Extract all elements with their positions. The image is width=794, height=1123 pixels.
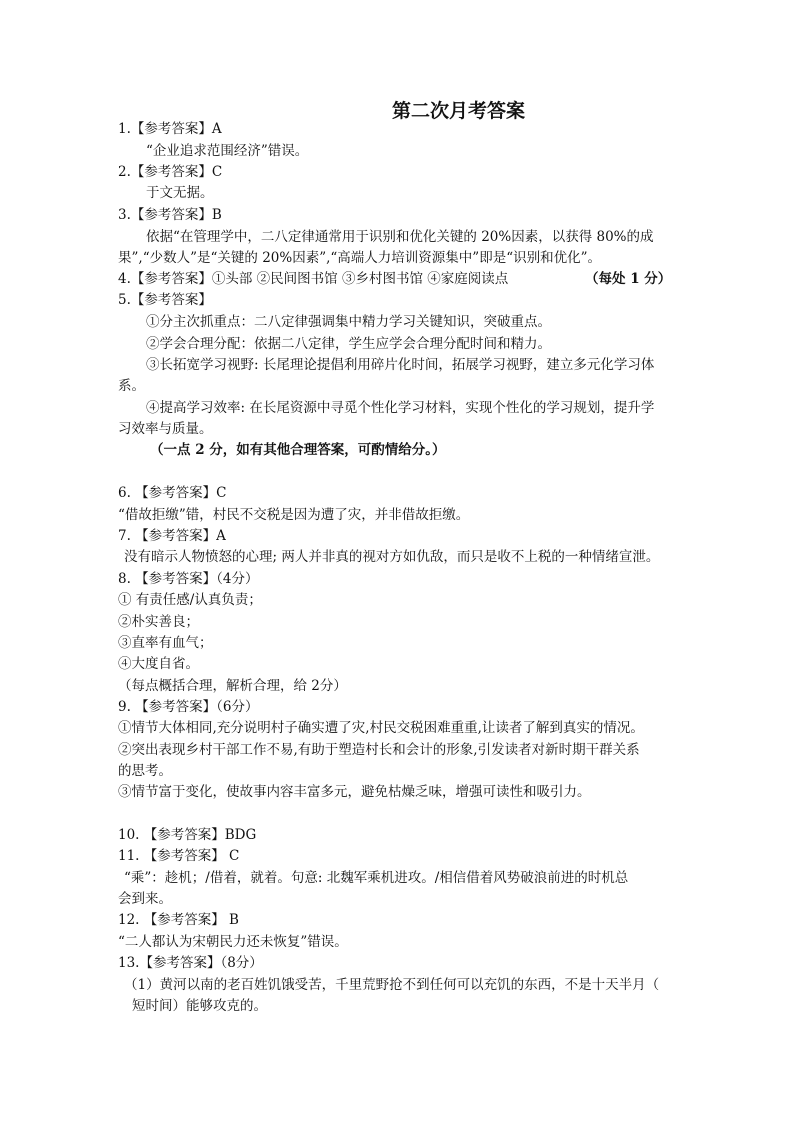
- q3-explanation-line1: 依据“在管理学中，二八定律通常用于识别和优化关键的 20%因素，以获得 80%的成: [146, 229, 654, 245]
- q13-answer-line1: （1）黄河以南的老百姓饥饿受苦，千里荒野抢不到任何可以充饥的东西，不是十天半月（: [124, 977, 660, 993]
- q13-answer-line2: 短时间）能够攻克的。: [132, 998, 267, 1014]
- q6-explanation: “借故拒缴”错，村民不交税是因为遭了灾，并非借故拒缴。: [118, 507, 470, 523]
- q12-header: 12. 【参考答案】 B: [118, 912, 239, 928]
- q9-point3: ③情节富于变化，使故事内容丰富多元，避免枯燥乏味，增强可读性和吸引力。: [118, 784, 591, 800]
- q4-answer: 4.【参考答案】①头部 ②民间图书馆 ③乡村图书馆 ④家庭阅读点: [118, 271, 509, 287]
- q6-header: 6. 【参考答案】C: [118, 485, 227, 501]
- q8-point1: ① 有责任感/认真负责；: [118, 592, 262, 608]
- q9-point2-line1: ②突出表现乡村干部工作不易,有助于塑造村长和会计的形象,引发读者对新时期干群关系: [118, 742, 640, 758]
- q5-point4-line1: ④提高学习效率: 在长尾资源中寻觅个性化学习材料，实现个性化的学习规划，提升学: [146, 400, 655, 416]
- q7-explanation: 没有暗示人物愤怒的心理; 两人并非真的视对方如仇敌，而只是收不上税的一种情绪宣泄。: [124, 549, 660, 565]
- q3-header: 3.【参考答案】B: [118, 207, 222, 223]
- q12-explanation: “二人都认为宋朝民力还未恢复”错误。: [118, 934, 348, 950]
- q2-header: 2.【参考答案】C: [118, 164, 223, 180]
- q5-point4-line2: 习效率与质量。: [118, 421, 213, 437]
- q4-scoring-note: （每处 1 分）: [585, 271, 672, 287]
- q5-point2: ②学会合理分配：依据二八定律，学生应学会合理分配时间和精力。: [146, 336, 551, 352]
- q10-answer: 10. 【参考答案】BDG: [118, 827, 257, 843]
- q9-point2-line2: 的思考。: [118, 763, 172, 779]
- q11-header: 11. 【参考答案】 C: [118, 848, 240, 864]
- q5-header: 5.【参考答案】: [118, 292, 212, 308]
- q3-explanation-line2: 果”,“少数人”是“关键的 20%因素”,“高端人力培训资源集中”即是“识别和优化”。: [118, 250, 601, 266]
- q11-explanation-line2: 会到来。: [118, 891, 172, 907]
- q13-header: 13.【参考答案】（8分）: [118, 955, 263, 971]
- q8-point3: ③直率有血气；: [118, 635, 213, 651]
- q8-point4: ④大度自省。: [118, 656, 199, 672]
- q2-explanation: 于文无据。: [146, 185, 214, 201]
- q8-scoring-note: （每点概括合理，解析合理，给 2分）: [118, 678, 347, 694]
- q5-point1: ①分主次抓重点：二八定律强调集中精力学习关键知识，突破重点。: [146, 314, 551, 330]
- q8-header: 8. 【参考答案】（4分）: [118, 571, 259, 587]
- q1-explanation: “企业追求范围经济”错误。: [146, 143, 309, 159]
- q9-header: 9. 【参考答案】（6分）: [118, 699, 259, 715]
- q11-explanation-line1: “乘”：趁机；/借着，就着。句意: 北魏军乘机进攻。/相信借着风势破浪前进的时机总: [124, 870, 629, 886]
- page-title: 第二次月考答案: [392, 100, 526, 122]
- q5-point3-line2: 系。: [118, 378, 145, 394]
- q7-header: 7. 【参考答案】A: [118, 528, 226, 544]
- q1-header: 1.【参考答案】A: [118, 121, 222, 137]
- q5-point3-line1: ③长拓宽学习视野: 长尾理论提倡利用碎片化时间，拓展学习视野，建立多元化学习体: [146, 357, 655, 373]
- q8-point2: ②朴实善良；: [118, 614, 199, 630]
- q5-scoring-note: （一点 2 分，如有其他合理答案，可酌情给分。）: [150, 442, 446, 458]
- q9-point1: ①情节大体相同,充分说明村子确实遭了灾,村民交税困难重重,让读者了解到真实的情况。: [118, 720, 644, 736]
